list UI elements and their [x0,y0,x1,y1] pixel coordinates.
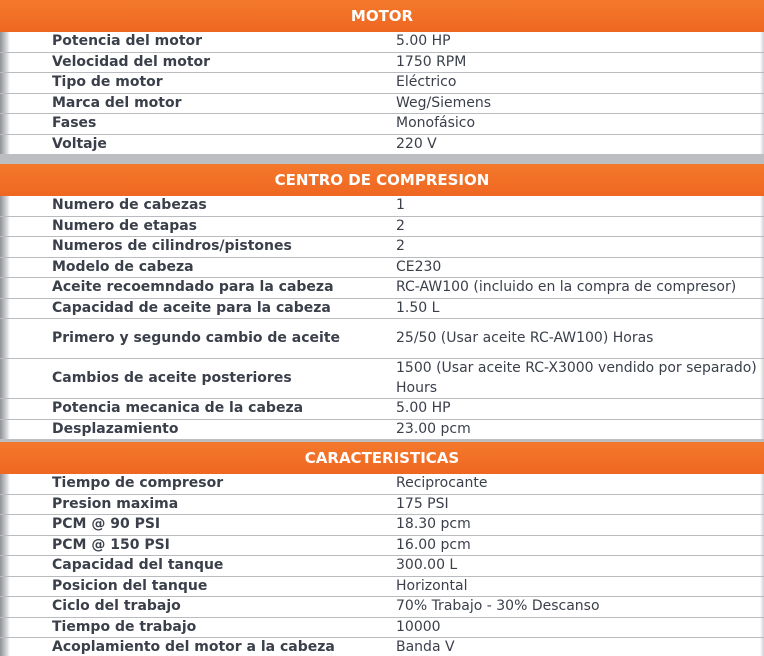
spec-value: 220 V [396,135,437,152]
spec-value: 16.00 pcm [396,536,471,553]
spec-label: Acoplamiento del motor a la cabeza [52,639,335,655]
spec-row [0,597,764,618]
spec-row [0,536,764,557]
spec-label: Tipo de motor [52,74,163,90]
spec-value: 5.00 HP [396,400,451,416]
spec-row [0,359,764,399]
spec-value: 10000 [396,618,441,635]
spec-value: 70% Trabajo - 30% Descanso [396,598,600,614]
spec-row [0,319,764,359]
spec-value: RC-AW100 (incluido en la compra de compresor) [396,279,737,295]
spec-row [0,420,764,440]
spec-row [0,618,764,639]
spec-value: CE230 [396,258,442,275]
spec-row [0,299,764,320]
spec-label: Aceite recoemndado para la cabeza [52,279,334,295]
spec-value: Eléctrico [396,74,457,90]
spec-label: Potencia mecanica de la cabeza [52,400,304,416]
spec-label: PCM @ 90 PSI [52,516,161,532]
spec-row [0,32,764,53]
spec-label: Marca del motor [52,94,182,111]
spec-value: 1500 (Usar aceite RC-X3000 vendido por separado) Hours [396,360,757,396]
spec-label: Desplazamiento [52,420,179,437]
spec-value: 18.30 pcm [396,516,471,532]
spec-value: 2 [396,217,405,234]
spec-value: 23.00 pcm [396,420,471,437]
spec-value: 2 [396,238,405,254]
section-header-motor: MOTOR [0,0,764,32]
spec-label: Numeros de cilindros/pistones [52,238,292,254]
spec-label: Velocidad del motor [52,53,211,70]
spec-row [0,495,764,516]
section-divider [0,154,764,164]
spec-value: 1750 RPM [396,53,467,70]
spec-value: 175 PSI [396,495,449,512]
spec-row [0,135,764,155]
spec-label: Potencia del motor [52,33,203,49]
spec-value: Banda V [396,639,455,655]
spec-value: 1.50 L [396,299,440,316]
spec-row [0,638,764,656]
spec-row [0,278,764,299]
spec-label: Fases [52,115,97,131]
spec-label: Posicion del tanque [52,577,208,594]
spec-value: 5.00 HP [396,33,451,49]
spec-row [0,217,764,238]
spec-label: Modelo de cabeza [52,258,194,275]
spec-row [0,53,764,74]
spec-label: Capacidad de aceite para la cabeza [52,299,331,316]
spec-value: Weg/Siemens [396,94,492,111]
spec-row [0,556,764,577]
spec-row [0,94,764,115]
spec-label: Primero y segundo cambio de aceite [52,329,341,346]
section-header-caracteristicas: CARACTERISTICAS [0,442,764,474]
spec-label: Ciclo del trabajo [52,598,181,614]
spec-label: PCM @ 150 PSI [52,536,170,553]
spec-value: Reciprocante [396,475,488,491]
spec-row [0,196,764,217]
spec-label: Numero de etapas [52,217,197,234]
spec-row [0,399,764,420]
spec-row [0,258,764,279]
spec-row [0,73,764,94]
spec-label: Voltaje [52,135,107,152]
section-header-compresion: CENTRO DE COMPRESION [0,164,764,196]
spec-label: Cambios de aceite posteriores [52,369,292,386]
spec-row [0,237,764,258]
spec-row [0,474,764,495]
spec-label: Capacidad del tanque [52,557,224,573]
spec-label: Numero de cabezas [52,197,207,213]
spec-row [0,114,764,135]
spec-row [0,515,764,536]
spec-value: 300.00 L [396,557,458,573]
spec-label: Tiempo de compresor [52,475,224,491]
spec-value: Horizontal [396,577,468,594]
spec-value: 25/50 (Usar aceite RC-AW100) Horas [396,329,654,346]
spec-label: Tiempo de trabajo [52,618,197,635]
spec-label: Presion maxima [52,495,179,512]
spec-value: Monofásico [396,115,476,131]
spec-value: 1 [396,197,405,213]
spec-row [0,577,764,598]
